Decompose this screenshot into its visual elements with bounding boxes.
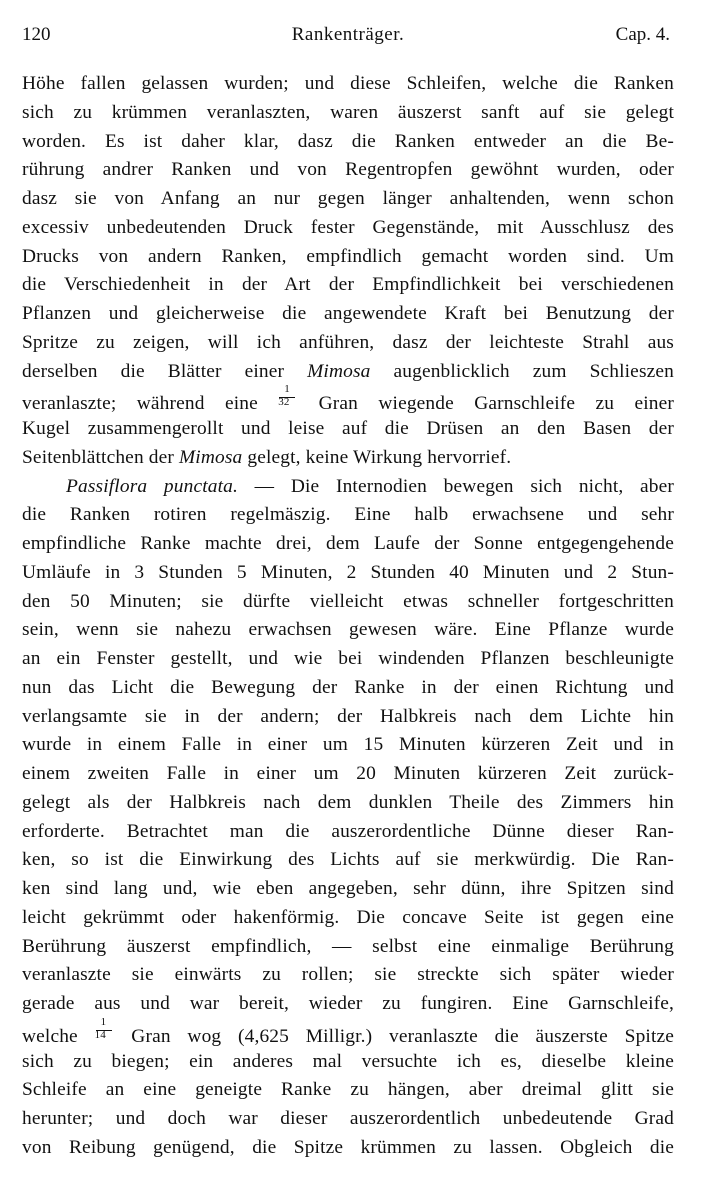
text-line	[22, 156, 674, 185]
text-run: excessiv unbedeutenden Druck fester Gegenstände, mit Ausschlusz des	[22, 216, 674, 238]
text-run: Umläufe in 3 Stunden 5 Minuten, 2 Stunden 40 Minuten und 2 Stun-	[22, 561, 674, 583]
running-title: Rankenträger.	[291, 24, 405, 45]
text-line	[22, 530, 674, 559]
fraction-numerator: 1	[284, 383, 290, 396]
text-line	[22, 1076, 674, 1105]
text-run: einem zweiten Falle in einer um 20 Minuten kürzeren Zeit zurück-	[22, 763, 674, 784]
text-run: sich zu krümmen veranlaszten, waren äuszerst sanft auf sie gelegt	[22, 101, 674, 123]
text-run: augenblicklich zum Schlieszen	[370, 360, 674, 382]
text-line	[22, 1048, 674, 1077]
text-run: leicht gekrümmt oder hakenförmig. Die concave Seite ist gegen eine	[22, 906, 674, 928]
text-line	[22, 1105, 674, 1134]
text-line	[22, 703, 674, 732]
text-run: den 50 Minuten; sie dürfte vielleicht etwas schneller fortgeschritten	[22, 590, 674, 612]
fraction-denominator: 14	[94, 1028, 106, 1041]
text-run: veranlaszte sie einwärts zu rollen; sie streckte sich später wieder	[22, 964, 674, 986]
text-run: Gran wog (4,625 Milligr.) veranlaszte die äuszerste Spitze	[114, 1025, 675, 1047]
text-line	[22, 990, 674, 1019]
text-line	[22, 904, 674, 933]
italic-text: Mimosa	[179, 446, 243, 468]
text-line	[22, 99, 674, 128]
text-line	[22, 185, 674, 214]
text-run: veranlaszte; während eine	[22, 393, 279, 415]
text-line	[22, 271, 674, 300]
text-run: von Reibung genügend, die Spitze krümmen zu lassen. Obgleich die	[22, 1136, 674, 1158]
text-line	[22, 645, 674, 674]
text-line	[22, 415, 674, 444]
text-line	[22, 358, 674, 387]
text-run: dasz sie von Anfang an nur gegen länger anhaltenden, wenn schon	[22, 188, 674, 209]
text-line	[22, 383, 674, 415]
text-run: Kugel zusammengerollt und leise auf die Drüsen an den Basen der	[22, 418, 674, 439]
text-line	[22, 588, 674, 617]
text-run: die Ranken rotiren regelmäszig. Eine halb erwachsene und sehr	[22, 504, 674, 526]
fraction	[94, 1015, 115, 1041]
text-run: ken sind lang und, wie eben angegeben, sehr dünn, ihre Spitzen sind	[22, 878, 674, 899]
text-line	[22, 1134, 674, 1163]
text-line	[22, 128, 674, 157]
text-line	[22, 961, 674, 990]
text-run: empfindliche Ranke machte drei, dem Laufe der Sonne entgegengehende	[22, 533, 674, 554]
text-run: Schleife an eine geneigte Ranke zu hängen, aber dreimal glitt sie	[22, 1079, 674, 1101]
text-run: welche	[22, 1025, 95, 1047]
text-line	[22, 846, 674, 875]
text-run: gelegt, keine Wirkung hervorrief.	[242, 446, 512, 468]
text-run: Spritze zu zeigen, will ich anführen, dasz der leichteste Strahl aus	[22, 331, 674, 353]
text-run: Höhe fallen gelassen wurden; und diese Schleifen, welche die Ranken	[22, 73, 674, 94]
text-line	[22, 760, 674, 789]
text-line	[22, 616, 674, 645]
text-run: gerade aus und war bereit, wieder zu fungiren. Eine Garnschleife,	[22, 993, 674, 1014]
text-line	[22, 300, 674, 329]
text-line	[22, 789, 674, 818]
text-run: wurde in einem Falle in einer um 15 Minuten kürzeren Zeit und in	[22, 734, 674, 756]
text-run: nun das Licht die Bewegung der Ranke in der einen Richtung und	[22, 676, 674, 698]
text-run: verlangsamte sie in der andern; der Halbkreis nach dem Lichte hin	[22, 705, 674, 727]
text-line	[22, 243, 674, 272]
text-line	[22, 70, 674, 99]
fraction-numerator: 1	[100, 1015, 107, 1028]
text-run: Drucks von andern Ranken, empfindlich gemacht worden sind. Um	[22, 245, 674, 267]
chapter-label: Cap. 4.	[615, 24, 670, 45]
text-run: ken, so ist die Einwirkung des Lichts auf sie merkwürdig. Die Ran-	[22, 849, 674, 871]
text-line	[22, 875, 674, 904]
italic-text: Passiflora punctata.	[66, 475, 238, 497]
text-run: an ein Fenster gestellt, und wie bei windenden Pflanzen beschleunigte	[22, 648, 674, 669]
text-line	[22, 674, 674, 703]
text-line	[22, 559, 674, 588]
book-page	[22, 20, 674, 1190]
text-run: rührung andrer Ranken und von Regentropfen gewöhnt wurden, oder	[22, 159, 674, 181]
text-run: Gran wiegende Garnschleife zu einer	[298, 393, 674, 415]
text-run: sein, wenn sie nahezu erwachsen gewesen wäre. Eine Pflanze wurde	[22, 619, 674, 641]
text-run: Berührung äuszerst empfindlich, — selbst eine einmalige Berührung	[22, 935, 674, 957]
text-line	[22, 933, 674, 962]
text-line	[22, 329, 674, 358]
text-line	[22, 818, 674, 847]
fraction	[278, 383, 298, 409]
text-line	[22, 444, 674, 473]
text-line	[22, 214, 674, 243]
text-line	[22, 1015, 675, 1048]
text-run: Seitenblättchen der	[22, 446, 179, 468]
italic-text: Mimosa	[307, 360, 371, 382]
text-run: gelegt als der Halbkreis nach dem dunklen Theile des Zimmers hin	[22, 791, 674, 813]
text-line	[22, 731, 674, 760]
fraction-denominator: 32	[278, 396, 290, 409]
text-run: erforderte. Betrachtet man die auszerordentliche Dünne dieser Ran-	[22, 820, 674, 842]
text-run: sich zu biegen; ein anderes mal versuchte ich es, dieselbe kleine	[22, 1050, 674, 1072]
text-run: worden. Es ist daher klar, dasz die Ranken entweder an die Be-	[22, 130, 674, 152]
text-run: derselben die Blätter einer	[22, 360, 308, 382]
text-run: — Die Internodien bewegen sich nicht, aber	[237, 475, 674, 497]
text-run: Pflanzen und gleicherweise die angewendete Kraft bei Benutzung der	[22, 303, 674, 324]
running-header	[22, 20, 674, 50]
page-number: 120	[22, 24, 51, 45]
text-run: herunter; und doch war dieser auszerordentlich unbedeutende Grad	[22, 1108, 674, 1129]
text-run: die Verschiedenheit in der Art der Empfindlichkeit bei verschiedenen	[22, 274, 674, 296]
body-text	[22, 70, 674, 1163]
text-line	[22, 473, 674, 502]
text-line	[22, 501, 674, 530]
